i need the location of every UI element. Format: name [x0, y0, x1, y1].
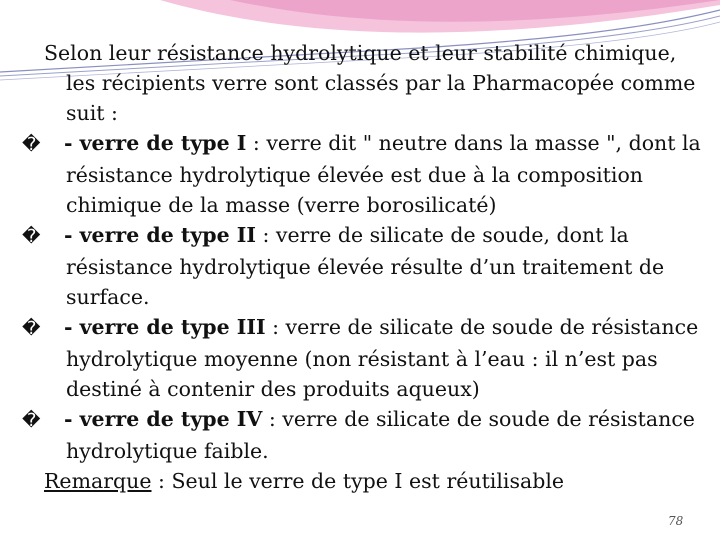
- item-text: : verre dit " neutre dans la masse ", dont la résistance hydrolytique élevée est due à la composition chimique de la masse (verre borosilicaté): [66, 131, 701, 217]
- bullet-icon: �: [22, 318, 41, 339]
- item-prefix: - verre de type IV: [64, 407, 263, 431]
- intro-text: Selon leur résistance hydrolytique et leur stabilité chimique, les récipients verre sont classés par la Pharmacopée comme suit :: [44, 41, 696, 125]
- bullet-icon: �: [22, 226, 41, 247]
- intro-paragraph: [44, 38, 704, 128]
- bullet-icon: �: [22, 410, 41, 431]
- item-prefix: - verre de type II: [64, 223, 256, 247]
- remark-label: Remarque: [44, 469, 152, 493]
- remark-text: : Seul le verre de type I est réutilisable: [151, 469, 565, 493]
- item-text: : verre de silicate de soude de résistance hydrolytique faible.: [66, 407, 695, 463]
- bullet-icon: �: [22, 134, 41, 155]
- list-item-type-4: [22, 404, 704, 466]
- slide-body: [22, 38, 704, 496]
- page-number: 78: [668, 514, 684, 528]
- list-item-type-3: [22, 312, 704, 404]
- list-item-type-2: [22, 220, 704, 312]
- item-text: : verre de silicate de soude de résistance hydrolytique moyenne (non résistant à l’eau : il n’est pas destiné à contenir des produits aqueux): [66, 315, 699, 401]
- list-item-type-1: [22, 128, 704, 220]
- remark-paragraph: [44, 466, 704, 496]
- item-text: : verre de silicate de soude, dont la résistance hydrolytique élevée résulte d’un traitement de surface.: [66, 223, 665, 309]
- item-prefix: - verre de type III: [64, 315, 266, 339]
- item-prefix: - verre de type I: [64, 131, 247, 155]
